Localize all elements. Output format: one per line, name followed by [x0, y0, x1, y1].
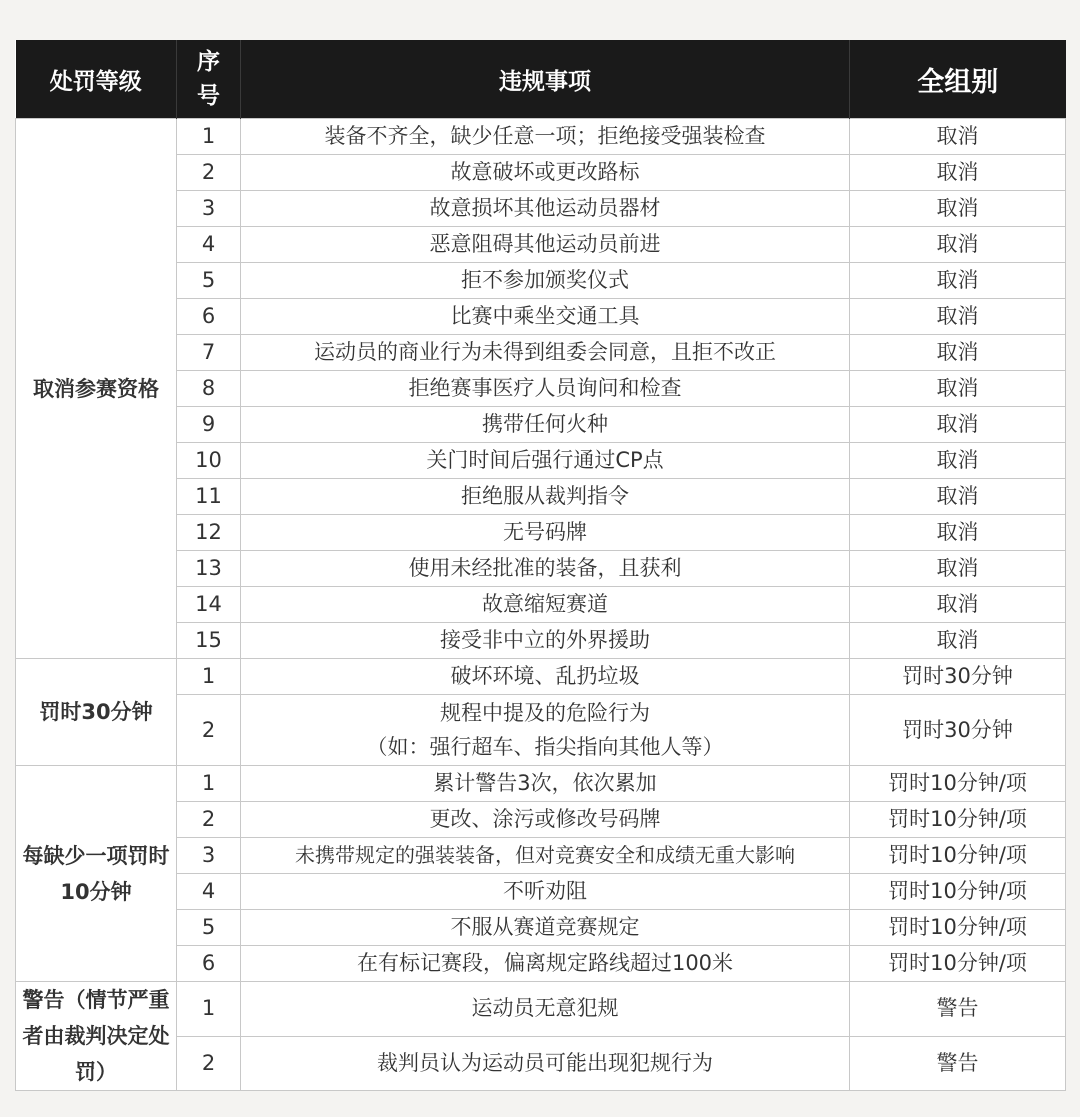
header-sequence [177, 40, 241, 119]
violation-cell: 无号码牌 [241, 515, 850, 551]
header-row [16, 40, 1066, 119]
violation-line1: 规程中提及的危险行为 [440, 701, 650, 725]
seq-cell: 1 [177, 659, 241, 695]
seq-cell: 2 [177, 155, 241, 191]
violation-cell: 更改、涂污或修改号码牌 [241, 802, 850, 838]
seq-cell: 4 [177, 874, 241, 910]
seq-cell: 10 [177, 443, 241, 479]
seq-cell: 15 [177, 623, 241, 659]
violation-cell: 关门时间后强行通过CP点 [241, 443, 850, 479]
seq-cell: 2 [177, 802, 241, 838]
penalty-level-cell: 罚时30分钟 [16, 659, 177, 766]
violation-cell: 接受非中立的外界援助 [241, 623, 850, 659]
seq-cell: 1 [177, 119, 241, 155]
seq-cell: 3 [177, 838, 241, 874]
penalty-level-cell: 每缺少一项罚时10分钟 [16, 766, 177, 982]
penalty-cell: 罚时10分钟/项 [850, 946, 1066, 982]
violation-cell: 累计警告3次，依次累加 [241, 766, 850, 802]
seq-cell: 9 [177, 407, 241, 443]
penalty-cell: 取消 [850, 191, 1066, 227]
penalty-cell: 警告 [850, 1036, 1066, 1091]
violation-cell: 装备不齐全，缺少任意一项；拒绝接受强装检查 [241, 119, 850, 155]
seq-cell: 8 [177, 371, 241, 407]
seq-cell: 4 [177, 227, 241, 263]
penalty-cell: 取消 [850, 515, 1066, 551]
penalty-cell: 取消 [850, 443, 1066, 479]
seq-cell: 11 [177, 479, 241, 515]
violation-cell: 比赛中乘坐交通工具 [241, 299, 850, 335]
penalty-cell: 罚时10分钟/项 [850, 766, 1066, 802]
violation-cell: 使用未经批准的装备，且获利 [241, 551, 850, 587]
penalty-cell: 取消 [850, 299, 1066, 335]
violation-cell: 未携带规定的强装装备，但对竞赛安全和成绩无重大影响 [241, 838, 850, 874]
seq-cell: 1 [177, 982, 241, 1037]
penalty-cell: 取消 [850, 623, 1066, 659]
penalty-cell: 取消 [850, 479, 1066, 515]
header-all-groups: 全组别 [850, 40, 1066, 119]
violation-cell: 拒绝服从裁判指令 [241, 479, 850, 515]
seq-cell: 6 [177, 299, 241, 335]
violation-cell: 运动员的商业行为未得到组委会同意，且拒不改正 [241, 335, 850, 371]
seq-cell: 5 [177, 263, 241, 299]
penalty-cell: 罚时30分钟 [850, 695, 1066, 766]
seq-cell: 2 [177, 1036, 241, 1091]
header-seq-line1: 序 [197, 49, 220, 75]
penalty-cell: 取消 [850, 551, 1066, 587]
penalty-cell: 罚时10分钟/项 [850, 910, 1066, 946]
violation-cell: 携带任何火种 [241, 407, 850, 443]
violation-cell [241, 695, 850, 766]
penalty-cell: 取消 [850, 335, 1066, 371]
header-violation-item: 违规事项 [241, 40, 850, 119]
table-row [16, 659, 1066, 695]
seq-cell: 3 [177, 191, 241, 227]
violation-cell: 不服从赛道竞赛规定 [241, 910, 850, 946]
violation-cell: 在有标记赛段，偏离规定路线超过100米 [241, 946, 850, 982]
header-penalty-level: 处罚等级 [16, 40, 177, 119]
seq-cell: 7 [177, 335, 241, 371]
penalty-cell: 取消 [850, 371, 1066, 407]
penalty-cell: 取消 [850, 119, 1066, 155]
seq-cell: 13 [177, 551, 241, 587]
penalty-cell: 罚时10分钟/项 [850, 838, 1066, 874]
table-row [16, 119, 1066, 155]
violation-cell: 拒绝赛事医疗人员询问和检查 [241, 371, 850, 407]
penalty-cell: 警告 [850, 982, 1066, 1037]
seq-cell: 12 [177, 515, 241, 551]
penalty-table [15, 40, 1066, 1091]
violation-cell: 破坏环境、乱扔垃圾 [241, 659, 850, 695]
penalty-cell: 罚时30分钟 [850, 659, 1066, 695]
violation-cell: 运动员无意犯规 [241, 982, 850, 1037]
penalty-cell: 取消 [850, 263, 1066, 299]
penalty-cell: 罚时10分钟/项 [850, 874, 1066, 910]
seq-cell: 2 [177, 695, 241, 766]
penalty-cell: 取消 [850, 587, 1066, 623]
penalty-level-cell: 取消参赛资格 [16, 119, 177, 659]
seq-cell: 14 [177, 587, 241, 623]
penalty-level-cell: 警告（情节严重者由裁判决定处罚） [16, 982, 177, 1091]
violation-cell: 裁判员认为运动员可能出现犯规行为 [241, 1036, 850, 1091]
seq-cell: 6 [177, 946, 241, 982]
penalty-cell: 取消 [850, 407, 1066, 443]
violation-line2: （如：强行超车、指尖指向其他人等） [366, 735, 724, 759]
table-row [16, 766, 1066, 802]
violation-cell: 不听劝阻 [241, 874, 850, 910]
violation-cell: 故意缩短赛道 [241, 587, 850, 623]
violation-cell: 恶意阻碍其他运动员前进 [241, 227, 850, 263]
seq-cell: 1 [177, 766, 241, 802]
penalty-cell: 罚时10分钟/项 [850, 802, 1066, 838]
header-seq-line2: 号 [197, 83, 220, 109]
violation-cell: 拒不参加颁奖仪式 [241, 263, 850, 299]
seq-cell: 5 [177, 910, 241, 946]
table-row [16, 982, 1066, 1037]
violation-cell: 故意破坏或更改路标 [241, 155, 850, 191]
violation-cell: 故意损坏其他运动员器材 [241, 191, 850, 227]
penalty-cell: 取消 [850, 227, 1066, 263]
penalty-cell: 取消 [850, 155, 1066, 191]
